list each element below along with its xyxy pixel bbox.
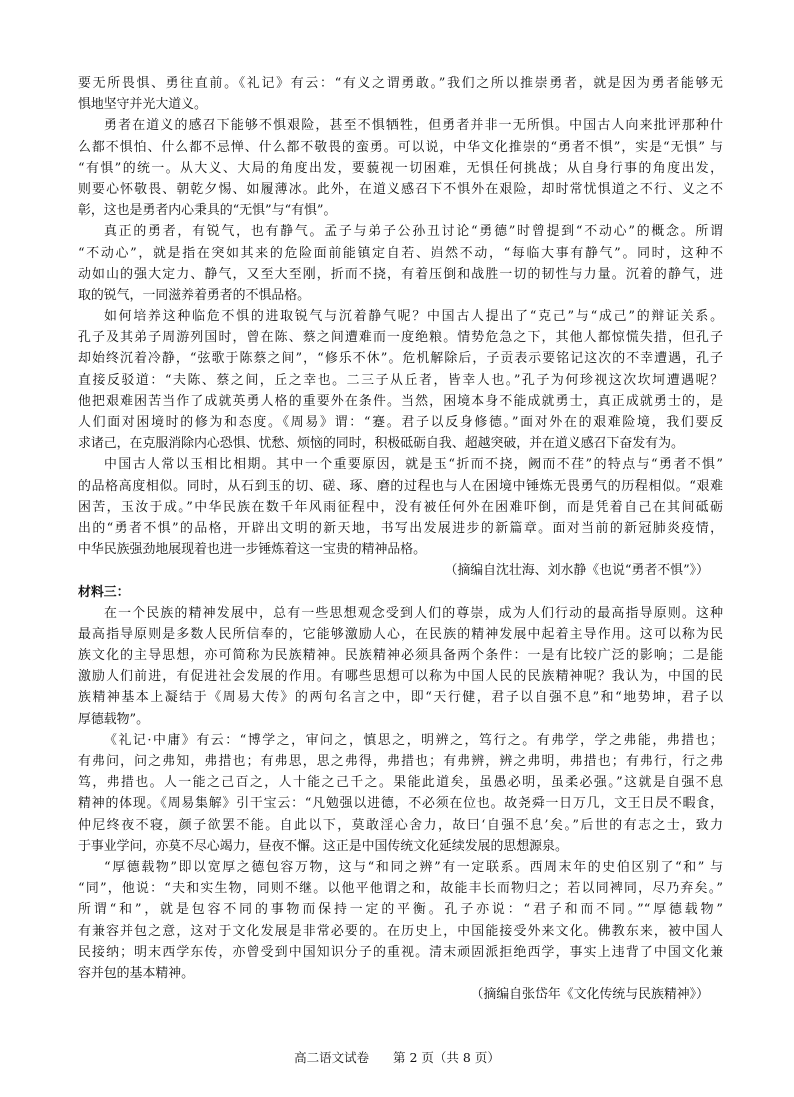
text-line: 中国古人常以玉相比相期。其中一个重要原因，就是玉“折而不挠，阙而不荏”的特点与“勇者不惧” bbox=[104, 457, 723, 473]
text-line: 动如山的强大定力、静气，又至大至刚，折而不挠，有着压倒和战胜一切的韧性与力量。沉着的静气，进 bbox=[78, 266, 723, 282]
text-line: 直接反驳道：“夫陈、蔡之间，丘之幸也。二三子从丘者，皆幸人也。”孔子为何珍视这次坎坷遭遇呢？ bbox=[78, 372, 723, 388]
text-line: “不动心”，就是指在突如其来的危险面前能镇定自若、岿然不动，“每临大事有静气”。同时，这种不 bbox=[78, 245, 723, 261]
page-footer bbox=[0, 1048, 794, 1066]
footer-spacer bbox=[373, 1050, 389, 1065]
text-line: 笃，弗措也。人一能之己百之，人十能之己千之。果能此道矣，虽愚必明，虽柔必强。”这就是自强不息 bbox=[78, 775, 723, 791]
text-line: 民接纳；明末西学东传，亦曾受到中国知识分子的重视。清末顽固派拒绝西学，事实上违背了中国文化兼 bbox=[78, 944, 723, 960]
text-line: “厚德载物”即以宽厚之德包容万物，这与“和同之辨”有一定联系。西周末年的史伯区别了“和” 与 bbox=[104, 859, 723, 875]
text-line: 精神的体现。《周易集解》引干宝云：“凡勉强以进德，不必须在位也。故尧舜一日万几，文王日昃不暇食， bbox=[78, 796, 723, 812]
text-line: 困苦，玉汝于成。”中华民族在数千年风雨征程中，没有被任何外在困难吓倒，而是凭着自己在其间砥砺 bbox=[78, 499, 723, 515]
text-line: 有弗问，问之弗知，弗措也；有弗思，思之弗得，弗措也；有弗辨，辨之弗明，弗措也；有弗行，行之弗 bbox=[78, 754, 723, 769]
section-heading: 材料三： bbox=[78, 584, 130, 600]
text-line: 则要心怀敬畏、朝乾夕惕、如履薄冰。此外，在道义感召下不惧外在艰险，却时常忧惧道之不行、义之不 bbox=[78, 181, 723, 197]
text-line: “同”，他说：“夫和实生物，同则不继。以他平他谓之和，故能丰长而物归之；若以同裨同，尽乃弃矣。” bbox=[78, 881, 723, 897]
footer-page-number: 第 2 页（共 8 页） bbox=[393, 1050, 500, 1065]
text-line: 如何培养这种临危不惧的进取锐气与沉着静气呢？中国古人提出了“克己”与“成己”的辩证关系。 bbox=[104, 309, 723, 325]
text-line: 族精神基本上凝结于《周易大传》的两句名言之中，即“天行健，君子以自强不息”和“地势坤，君子以 bbox=[78, 690, 723, 706]
text-line: 人们面对困境时的修为和态度。《周易》谓：“蹇。君子以反身修德。”面对外在的艰难险境，我们要反 bbox=[78, 415, 723, 430]
text-line: 出的“勇者不惧”的品格，开辟出文明的新天地，书写出发展进步的新篇章。面对当前的新冠肺炎疫情， bbox=[78, 520, 723, 536]
text-line: 有兼容并包之意，这对于文化发展是非常必要的。在历史上，中国能接受外来文化。佛教东来，被中国人 bbox=[78, 923, 723, 939]
text-line: 彰，这也是勇者内心秉具的“无惧”与“有惧”。 bbox=[78, 203, 337, 219]
text-line: 最高指导原则是多数人民所信奉的，它能够激励人心，在民族的精神发展中起着主导作用。这可以称为民 bbox=[78, 626, 723, 642]
text-line: 要无所畏惧、勇往直前。《礼记》有云：“有义之谓勇敢。”我们之所以推崇勇者，就是因为勇者能够无 bbox=[78, 76, 723, 91]
text-line: 在一个民族的精神发展中，总有一些思想观念受到人们的尊崇，成为人们行动的最高指导原则。这种 bbox=[104, 605, 723, 621]
text-line: 孔子及其弟子周游列国时，曾在陈、蔡之间遭难而一度绝粮。情势危急之下，其他人都惊慌失措，但孔子 bbox=[78, 330, 723, 346]
text-line: 激励人们前进，有促进社会发展的作用。有哪些思想可以称为中国人民的民族精神呢？我认为，中国的民 bbox=[78, 669, 723, 685]
text-line: 所谓“和”，就是包容不同的事物而保持一定的平衡。孔子亦说：“君子和而不同。”“厚德载物” bbox=[78, 902, 723, 918]
text-line: 真正的勇者，有锐气，也有静气。孟子与弟子公孙丑讨论“勇德”时曾提到“不动心”的概念。所谓 bbox=[104, 224, 723, 240]
text-line: 取的锐气，一同滋养着勇者的不惧品格。 bbox=[78, 287, 311, 303]
source-citation: （摘编自张岱年《文化传统与民族精神》） bbox=[470, 987, 709, 1003]
text-line: 族文化的主导思想，亦可简称为民族精神。民族精神必须具备两个条件：一是有比较广泛的影响；二是能 bbox=[78, 648, 723, 664]
text-line: 容并包的基本精神。 bbox=[78, 965, 195, 981]
text-line: 勇者在道义的感召下能够不惧艰险，甚至不惧牺牲，但勇者并非一无所惧。中国古人向来批评那种什 bbox=[104, 118, 723, 134]
text-line: 他把艰难困苦当作了成就英勇人格的重要外在条件。当然，困境本身不能成就勇士，真正成就勇士的，是 bbox=[78, 393, 723, 409]
text-line: 却始终沉着冷静，“弦歌于陈蔡之间”，“修乐不休”。危机解除后，子贡表示要铭记这次的不幸遭遇，孔子 bbox=[78, 351, 723, 367]
text-line: “有惧”的统一。从大义、大局的角度出发，要藐视一切困难，无惧任何挑战；从自身行事的角度出发， bbox=[78, 160, 723, 176]
text-line: 惧地坚守并光大道义。 bbox=[78, 97, 207, 113]
source-citation: （摘编自沈壮海、刘水静《也说“勇者不惧”》） bbox=[444, 563, 709, 579]
footer-exam-title: 高二语文试卷 bbox=[294, 1050, 370, 1065]
text-line: 《礼记·中庸》有云：“博学之，审问之，慎思之，明辨之，笃行之。有弗学，学之弗能，弗措也； bbox=[104, 732, 723, 748]
text-line: 中华民族强劲地展现着也进一步锤炼着这一宝贵的精神品格。 bbox=[78, 542, 427, 558]
text-line: 厚德载物”。 bbox=[78, 711, 150, 727]
text-line: 求诸己，在克服消除内心恐惧、忧愁、烦恼的同时，积极砥砺自我、超越突破，并在道义感召下奋发有为。 bbox=[78, 436, 684, 452]
text-line: 么都不惧怕、什么都不忌惮、什么都不敬畏的蛮勇。可以说，中华文化推崇的“勇者不惧”，实是“无惧” 与 bbox=[78, 139, 723, 155]
text-line: 于事业学问，亦莫不尽心竭力，昼夜不懈。这正是中国传统文化延续发展的思想源泉。 bbox=[78, 838, 568, 854]
text-line: 仲尼终夜不寝，颜子欲罢不能。自此以下，莫敢淫心舍力，故曰‘自强不息’矣。”后世的有志之士，致力 bbox=[78, 817, 723, 833]
document-body bbox=[78, 73, 723, 1005]
text-line: 的品格高度相似。同时，从石到玉的切、磋、琢、磨的过程也与人在困境中锤炼无畏勇气的历程相似。“艰难 bbox=[78, 478, 723, 494]
